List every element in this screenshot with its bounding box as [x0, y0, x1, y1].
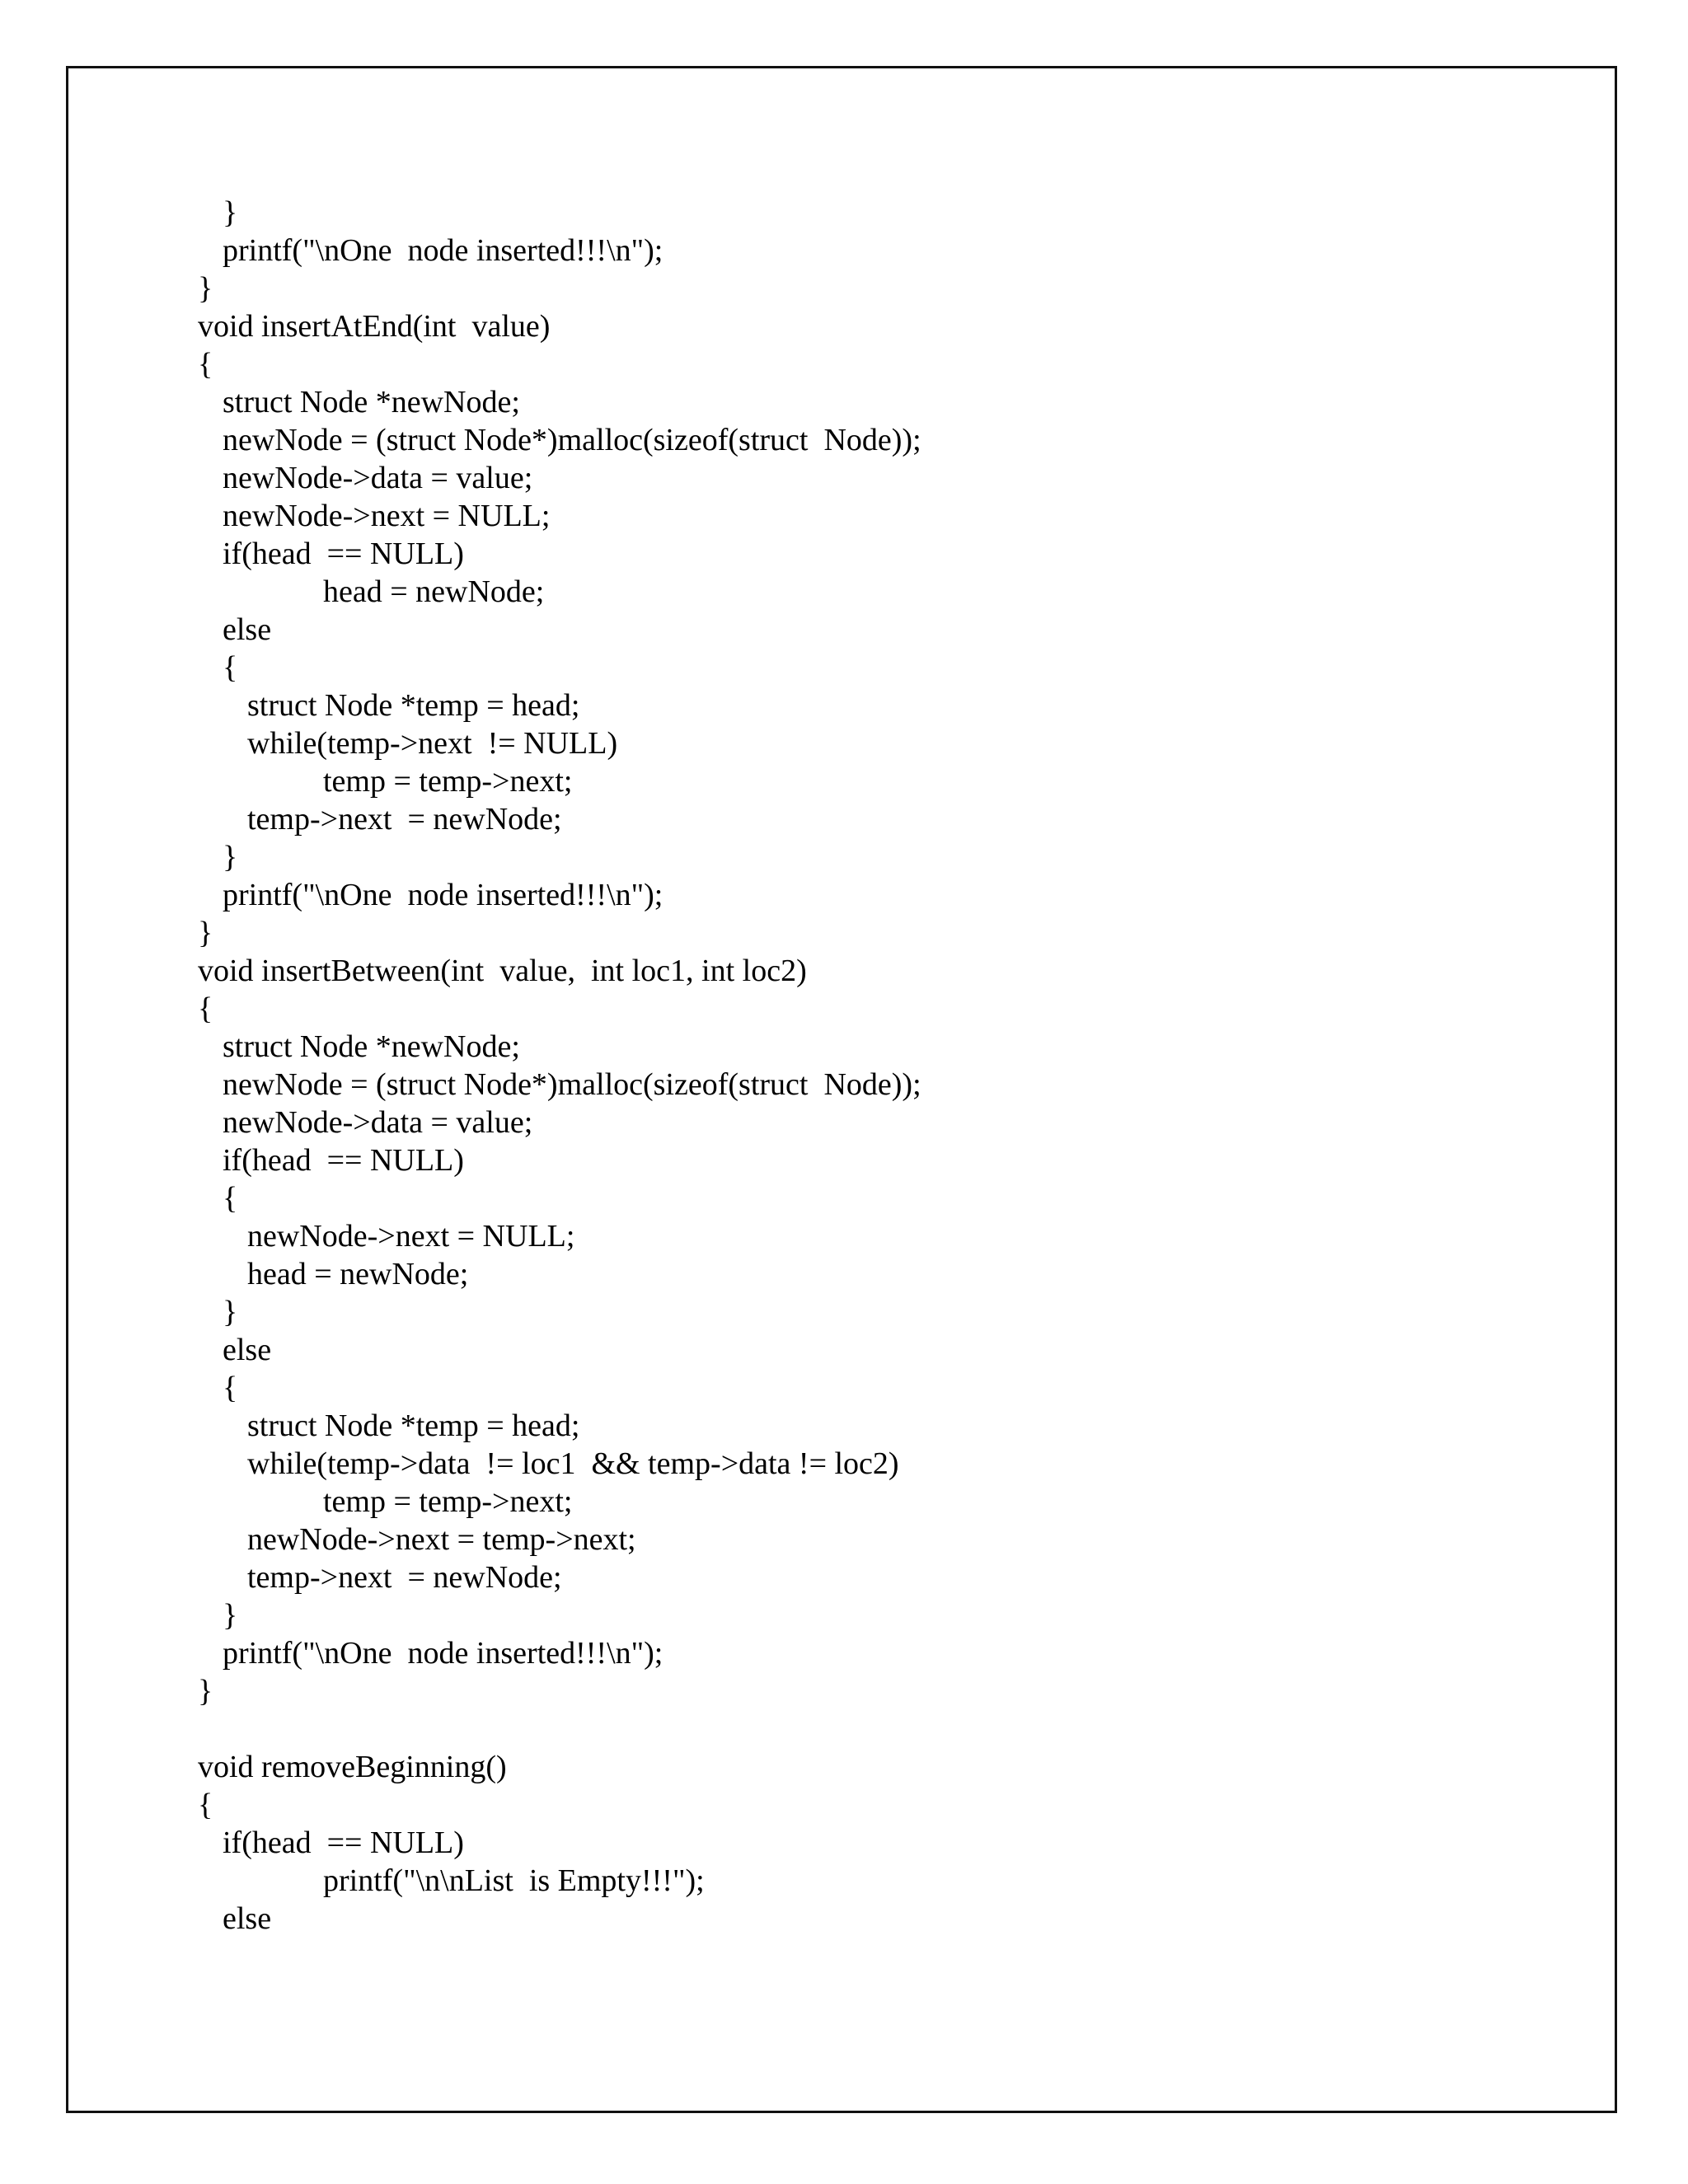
code-line: newNode = (struct Node*)malloc(sizeof(struct Node));	[223, 1067, 921, 1102]
code-line: }	[198, 1674, 213, 1708]
code-line: }	[198, 271, 213, 306]
code-line: if(head == NULL)	[223, 1825, 464, 1860]
code-line: {	[198, 1788, 213, 1822]
code-line: while(temp->next != NULL)	[247, 726, 618, 761]
code-line: }	[223, 195, 238, 230]
code-line: temp->next = newNode;	[247, 1560, 562, 1595]
blank-line	[198, 1710, 921, 1748]
code-line: {	[223, 1371, 238, 1405]
code-line: {	[223, 650, 238, 685]
code-line: printf("\n\nList is Empty!!!");	[323, 1863, 705, 1898]
code-line: newNode->data = value;	[223, 461, 533, 495]
code-line: struct Node *temp = head;	[247, 688, 580, 723]
code-line: }	[223, 1598, 238, 1633]
code-line: newNode->next = NULL;	[247, 1219, 575, 1254]
code-line: temp = temp->next;	[323, 1484, 573, 1519]
code-line: }	[223, 840, 238, 874]
code-line: struct Node *temp = head;	[247, 1408, 580, 1443]
code-line: newNode->data = value;	[223, 1105, 533, 1140]
code-line: head = newNode;	[247, 1257, 469, 1291]
code-line: temp = temp->next;	[323, 764, 573, 799]
code-line: printf("\nOne node inserted!!!\n");	[223, 233, 663, 268]
code-line: else	[223, 1333, 272, 1367]
code-line: if(head == NULL)	[223, 537, 464, 571]
code-line: head = newNode;	[323, 574, 545, 609]
code-line: struct Node *newNode;	[223, 385, 520, 419]
code-line: else	[223, 612, 272, 647]
code-line: while(temp->data != loc1 && temp->data != loc2)	[247, 1446, 899, 1481]
code-line: {	[198, 347, 213, 382]
code-line: newNode->next = temp->next;	[247, 1522, 636, 1557]
code-line: newNode = (struct Node*)malloc(sizeof(struct Node));	[223, 423, 921, 457]
code-line: printf("\nOne node inserted!!!\n");	[223, 1636, 663, 1671]
code-line: if(head == NULL)	[223, 1143, 464, 1178]
code-line: void insertBetween(int value, int loc1, int loc2)	[198, 954, 807, 988]
code-line: struct Node *newNode;	[223, 1029, 520, 1064]
code-line: temp->next = newNode;	[247, 802, 562, 837]
code-line: void insertAtEnd(int value)	[198, 309, 551, 344]
code-line: }	[223, 1295, 238, 1329]
code-line: printf("\nOne node inserted!!!\n");	[223, 878, 663, 912]
code-line: }	[198, 916, 213, 950]
code-listing	[198, 194, 921, 1938]
code-line: newNode->next = NULL;	[223, 499, 551, 533]
code-line: void removeBeginning()	[198, 1750, 507, 1784]
code-line: else	[223, 1901, 272, 1936]
code-line: {	[223, 1181, 238, 1216]
code-line: {	[198, 991, 213, 1026]
